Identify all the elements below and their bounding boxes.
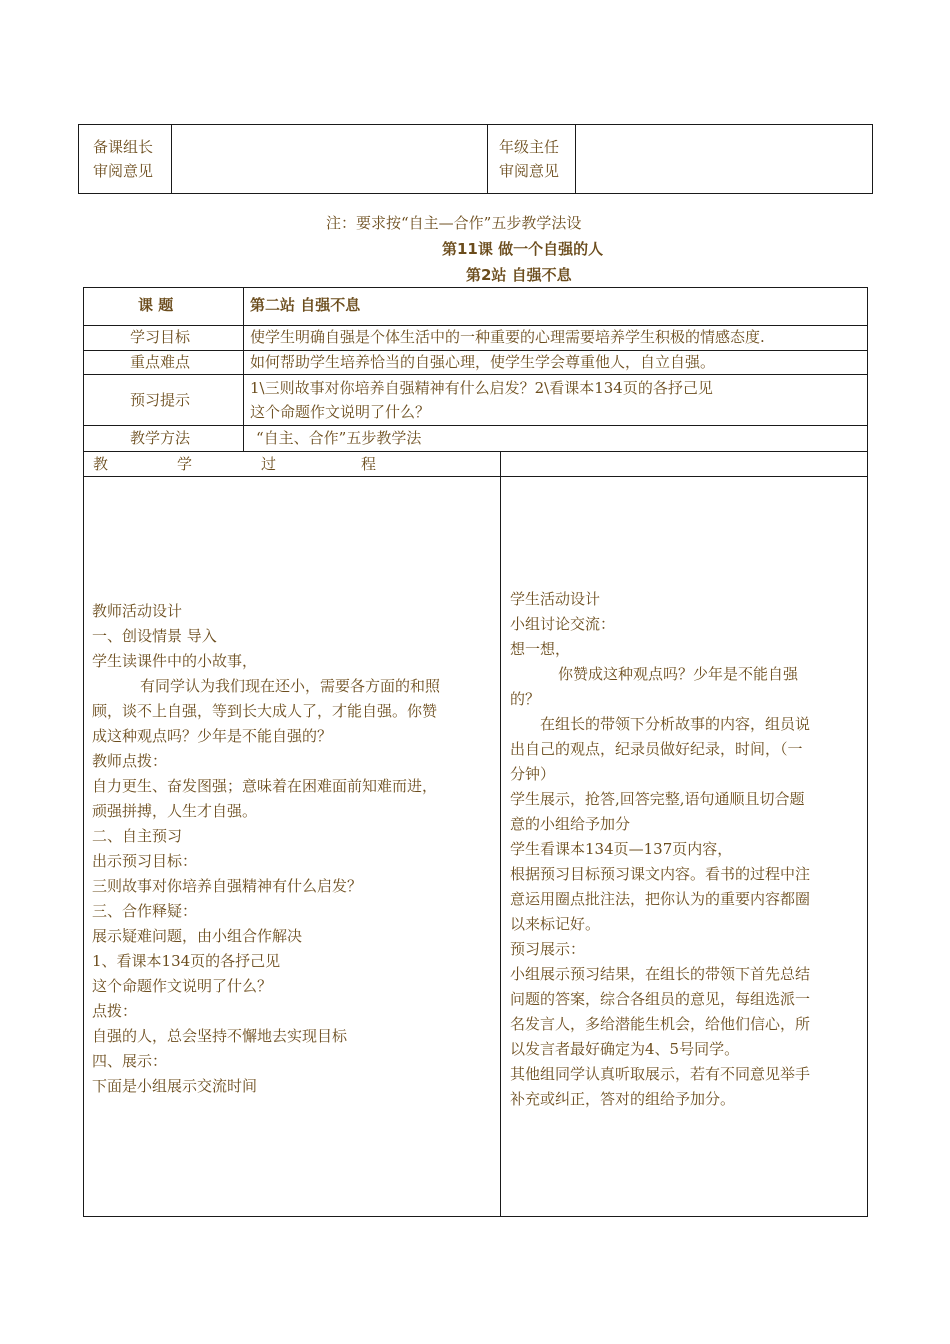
grade-director-label-2: 审阅意见 bbox=[499, 162, 560, 180]
student-line: 学生活动设计 bbox=[510, 590, 601, 608]
teacher-line: 出示预习目标： bbox=[92, 852, 198, 870]
key-label: 重点难点 bbox=[130, 353, 191, 371]
preview-value-line-2: 这个命题作文说明了什么？ bbox=[250, 403, 431, 421]
table-border bbox=[83, 476, 868, 477]
student-line: 小组展示预习结果，在组长的带领下首先总结 bbox=[510, 965, 811, 983]
student-line: 在组长的带领下分析故事的内容，组员说 bbox=[540, 715, 811, 733]
topic-label: 课 题 bbox=[138, 296, 174, 314]
teacher-line: 自力更生、奋发图强；意味着在困难面前知难而进， bbox=[92, 777, 438, 795]
table-border bbox=[243, 287, 244, 451]
process-header-char: 程 bbox=[361, 455, 377, 473]
student-line: 小组讨论交流： bbox=[510, 615, 616, 633]
process-header-char: 学 bbox=[177, 455, 193, 473]
student-line: 以来标记好。 bbox=[510, 915, 601, 933]
grade-director-label: 年级主任 bbox=[499, 138, 560, 156]
preview-label: 预习提示 bbox=[130, 391, 191, 409]
teacher-line: 教师活动设计 bbox=[92, 602, 183, 620]
teacher-activity bbox=[92, 599, 492, 1099]
table-border bbox=[83, 287, 868, 288]
table-border bbox=[83, 325, 868, 326]
goal-label: 学习目标 bbox=[130, 328, 191, 346]
teacher-line: 成这种观点吗？少年是不能自强的？ bbox=[92, 727, 333, 745]
student-line: 学生看课本134页—137页内容， bbox=[510, 840, 733, 858]
teacher-line: 展示疑难问题，由小组合作解决 bbox=[92, 927, 303, 945]
teacher-line: 有同学认为我们现在还小，需要各方面的和照 bbox=[140, 677, 441, 695]
preview-value-line-1: 1\三则故事对你培养自强精神有什么启发？2\看课本134页的各抒己见 bbox=[250, 379, 713, 397]
student-line: 你赞成这种观点吗？少年是不能自强 bbox=[558, 665, 799, 683]
group-leader-label-2: 审阅意见 bbox=[93, 162, 154, 180]
table-border bbox=[83, 350, 868, 351]
table-border bbox=[83, 451, 868, 452]
table-border bbox=[500, 451, 501, 1217]
student-line: 根据预习目标预习课文内容。看书的过程中注 bbox=[510, 865, 811, 883]
method-value: “自主、合作”五步教学法 bbox=[256, 429, 422, 447]
goal-value: 使学生明确自强是个体生活中的一种重要的心理需要培养学生积极的情感态度. bbox=[250, 328, 765, 346]
teacher-line: 四、展示： bbox=[92, 1052, 168, 1070]
station-title: 第2站 自强不息 bbox=[466, 266, 572, 284]
student-line: 出自己的观点，纪录员做好纪录，时间，（一 bbox=[510, 740, 803, 758]
student-line: 名发言人，多给潜能生机会，给他们信心，所 bbox=[510, 1015, 811, 1033]
student-line: 补充或纠正，答对的组给予加分。 bbox=[510, 1090, 736, 1108]
teacher-line: 一、创设情景 导入 bbox=[92, 627, 217, 645]
teacher-line: 顽强拼搏，人生才自强。 bbox=[92, 802, 258, 820]
teacher-line: 二、自主预习 bbox=[92, 827, 183, 845]
table-border bbox=[83, 1216, 868, 1217]
teacher-line: 点拨： bbox=[92, 1002, 138, 1020]
topic-value: 第二站 自强不息 bbox=[250, 296, 361, 314]
teacher-line: 三则故事对你培养自强精神有什么启发？ bbox=[92, 877, 363, 895]
teacher-line: 下面是小组展示交流时间 bbox=[92, 1077, 258, 1095]
student-line: 问题的答案，综合各组员的意见，每组选派一 bbox=[510, 990, 811, 1008]
student-line: 学生展示，抢答,回答完整,语句通顺且切合题 bbox=[510, 790, 805, 808]
lesson-title: 第11课 做一个自强的人 bbox=[442, 240, 604, 258]
teacher-line: 教师点拨： bbox=[92, 752, 168, 770]
method-label: 教学方法 bbox=[130, 429, 191, 447]
table-border bbox=[83, 374, 868, 375]
table-border bbox=[83, 287, 84, 1217]
student-line: 预习展示： bbox=[510, 940, 586, 958]
student-line: 想一想， bbox=[510, 640, 571, 658]
student-line: 意运用圈点批注法，把你认为的重要内容都圈 bbox=[510, 890, 811, 908]
teacher-line: 顾，谈不上自强，等到长大成人了，才能自强。你赞 bbox=[92, 702, 438, 720]
student-line: 的？ bbox=[510, 690, 541, 708]
process-header-char: 教 bbox=[93, 455, 109, 473]
student-line: 分钟） bbox=[510, 765, 556, 783]
table-border bbox=[867, 287, 868, 1217]
key-value: 如何帮助学生培养恰当的自强心理，使学生学会尊重他人，自立自强。 bbox=[250, 353, 716, 371]
student-activity bbox=[510, 587, 860, 1112]
teacher-line: 学生读课件中的小故事， bbox=[92, 652, 258, 670]
group-leader-label: 备课组长 bbox=[93, 138, 154, 156]
teacher-line: 自强的人，总会坚持不懈地去实现目标 bbox=[92, 1027, 348, 1045]
student-line: 以发言者最好确定为4、5号同学。 bbox=[510, 1040, 740, 1058]
teacher-line: 这个命题作文说明了什么？ bbox=[92, 977, 273, 995]
table-border bbox=[83, 425, 868, 426]
note-text: 注：要求按“自主—合作”五步教学法设 bbox=[326, 214, 582, 232]
student-line: 其他组同学认真听取展示，若有不同意见举手 bbox=[510, 1065, 811, 1083]
student-line: 意的小组给予加分 bbox=[510, 815, 631, 833]
process-header-char: 过 bbox=[261, 455, 277, 473]
teacher-line: 三、合作释疑： bbox=[92, 902, 198, 920]
teacher-line: 1、看课本134页的各抒己见 bbox=[92, 952, 281, 970]
